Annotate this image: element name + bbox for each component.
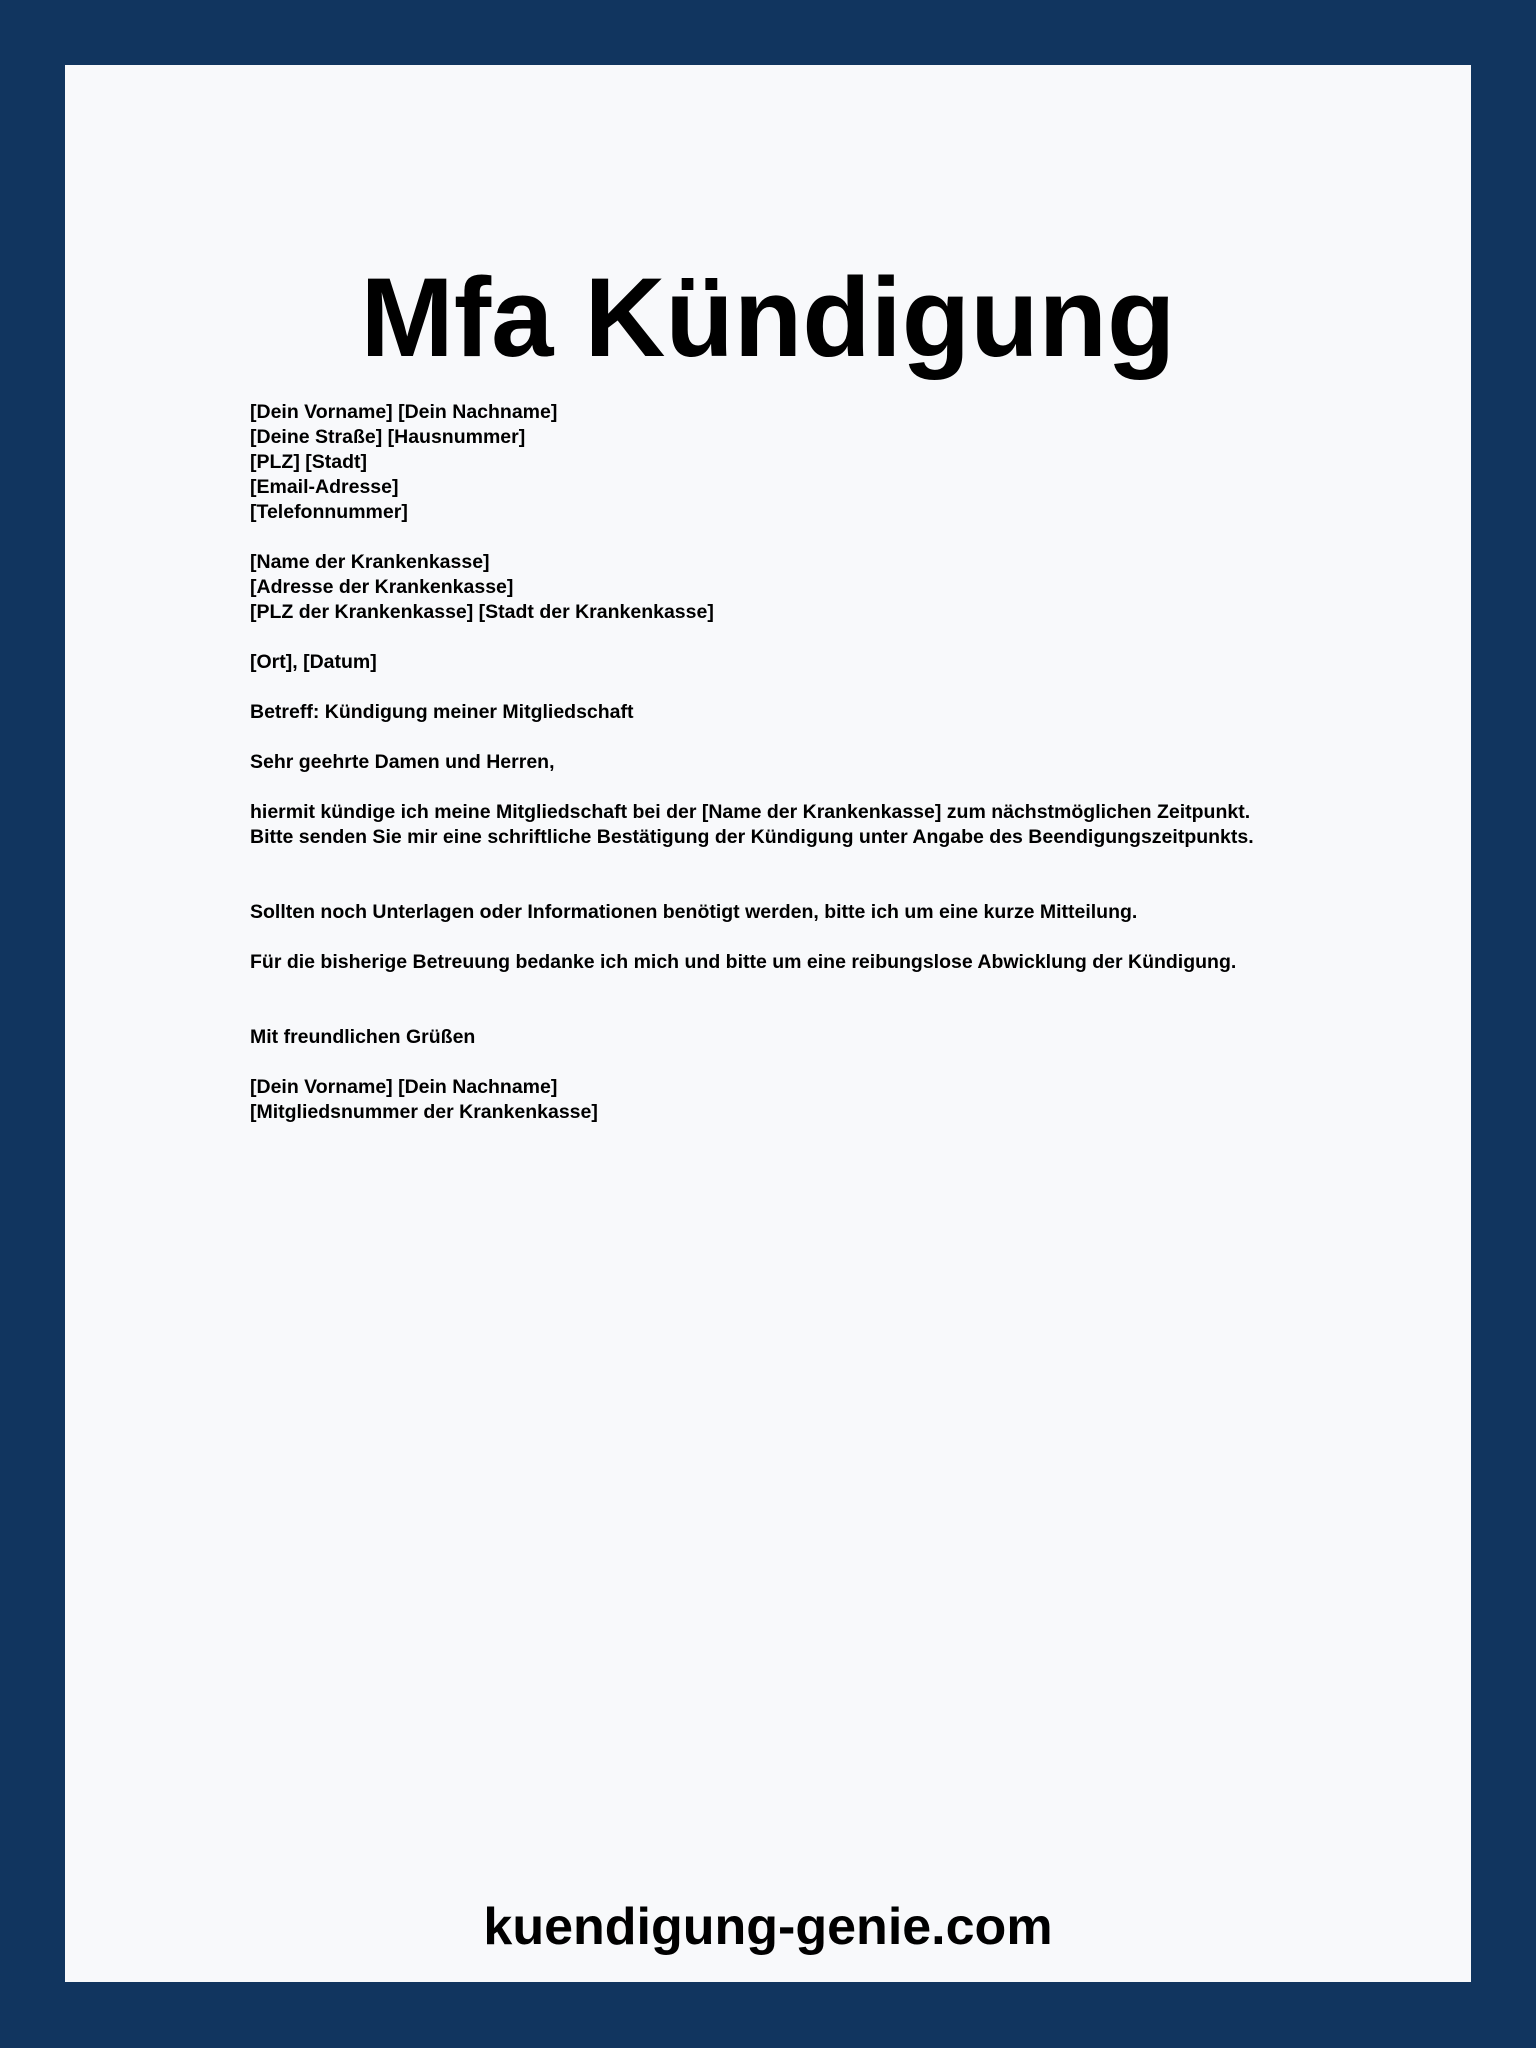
recipient-line: [Name der Krankenkasse] [250, 551, 490, 573]
document-page [65, 65, 1471, 1982]
page-title: Mfa Kündigung [360, 255, 1176, 380]
signature [250, 1075, 1254, 1125]
recipient-line: [PLZ der Krankenkasse] [Stadt der Krankenkasse] [250, 601, 714, 623]
date-line: [Ort], [Datum] [250, 651, 377, 673]
sender-line: [Dein Vorname] [Dein Nachname] [250, 401, 558, 423]
signature-line: [Dein Vorname] [Dein Nachname] [250, 1076, 558, 1098]
sender-line: [PLZ] [Stadt] [250, 451, 367, 473]
closing: Mit freundlichen Grüßen [250, 1026, 476, 1048]
paragraph-line: hiermit kündige ich meine Mitgliedschaft bei der [Name der Krankenkasse] zum nächstmöglichen Zeitpunkt. [250, 801, 1251, 823]
sender-line: [Telefonnummer] [250, 501, 408, 523]
footer-website: kuendigung-genie.com [483, 1898, 1053, 1956]
recipient-address [250, 550, 1254, 625]
signature-line: [Mitgliedsnummer der Krankenkasse] [250, 1101, 598, 1123]
body-paragraph-2: Sollten noch Unterlagen oder Informationen benötigt werden, bitte ich um eine kurze Mitteilung. [250, 901, 1138, 923]
sender-address [250, 400, 1254, 525]
body-paragraph-3: Für die bisherige Betreuung bedanke ich mich und bitte um eine reibungslose Abwicklung der Kündigung. [250, 951, 1237, 973]
salutation: Sehr geehrte Damen und Herren, [250, 751, 555, 773]
subject-line: Betreff: Kündigung meiner Mitgliedschaft [250, 701, 634, 723]
recipient-line: [Adresse der Krankenkasse] [250, 576, 514, 598]
paragraph-line: Bitte senden Sie mir eine schriftliche Bestätigung der Kündigung unter Angabe des Beendigungszeitpunkts. [250, 826, 1254, 848]
sender-line: [Deine Straße] [Hausnummer] [250, 426, 526, 448]
body-paragraph-1 [250, 800, 1254, 850]
sender-line: [Email-Adresse] [250, 476, 399, 498]
letter-body [250, 400, 1254, 1125]
